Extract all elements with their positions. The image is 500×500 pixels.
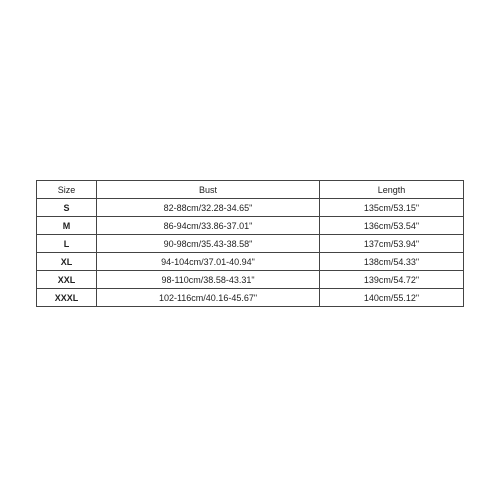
bust-cell: 90-98cm/35.43-38.58" (97, 235, 320, 253)
length-cell: 138cm/54.33" (320, 253, 464, 271)
length-cell: 140cm/55.12" (320, 289, 464, 307)
table-row (37, 235, 464, 253)
bust-cell: 94-104cm/37.01-40.94" (97, 253, 320, 271)
table-row (37, 271, 464, 289)
size-cell: L (37, 235, 97, 253)
length-cell: 136cm/53.54" (320, 217, 464, 235)
size-cell: M (37, 217, 97, 235)
bust-cell: 82-88cm/32.28-34.65" (97, 199, 320, 217)
bust-cell: 102-116cm/40.16-45.67" (97, 289, 320, 307)
header-row (37, 181, 464, 199)
length-cell: 135cm/53.15" (320, 199, 464, 217)
bust-cell: 86-94cm/33.86-37.01" (97, 217, 320, 235)
table-row (37, 199, 464, 217)
header-bust: Bust (97, 181, 320, 199)
length-cell: 137cm/53.94" (320, 235, 464, 253)
size-chart-table (36, 180, 464, 307)
size-cell: XL (37, 253, 97, 271)
size-cell: XXXL (37, 289, 97, 307)
table-row (37, 289, 464, 307)
length-cell: 139cm/54.72" (320, 271, 464, 289)
bust-cell: 98-110cm/38.58-43.31" (97, 271, 320, 289)
size-cell: S (37, 199, 97, 217)
header-length: Length (320, 181, 464, 199)
header-size: Size (37, 181, 97, 199)
table-row (37, 253, 464, 271)
table-row (37, 217, 464, 235)
size-cell: XXL (37, 271, 97, 289)
